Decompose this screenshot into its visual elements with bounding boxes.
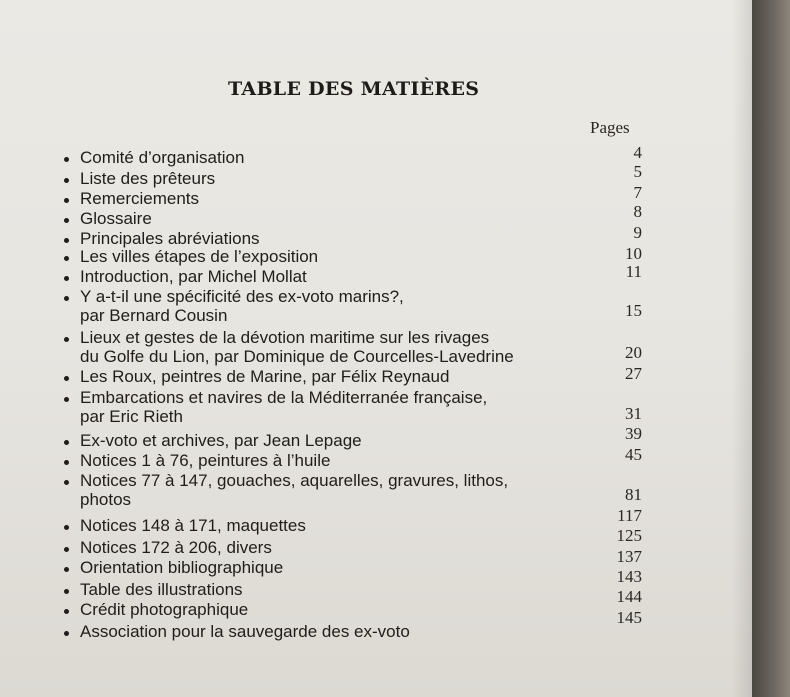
toc-entry (64, 451, 330, 470)
bullet-icon (64, 397, 69, 402)
toc-page-number: 117 (617, 506, 642, 525)
bullet-icon (64, 547, 69, 552)
bullet-icon (64, 337, 69, 342)
toc-page-number: 10 (625, 244, 642, 263)
toc-page-number: 11 (625, 262, 642, 281)
bullet-icon (64, 296, 69, 301)
toc-entry (64, 229, 260, 248)
toc-entry-continuation: du Golfe du Lion, par Dominique de Courcelles-Lavedrine (80, 347, 514, 366)
toc-entry-title: Y a-t-il une spécificité des ex-voto marins?, (80, 287, 404, 306)
toc-page-number: 5 (633, 162, 642, 181)
bullet-icon (64, 218, 69, 223)
toc-entry-title: Notices 77 à 147, gouaches, aquarelles, gravures, lithos, (80, 471, 509, 490)
toc-entry (64, 471, 508, 509)
toc-entry (64, 516, 306, 535)
toc-page-number: 125 (616, 526, 642, 545)
bullet-icon (64, 525, 69, 530)
toc-page-number: 39 (625, 424, 642, 443)
toc-entry-title: Comité d’organisation (80, 148, 245, 167)
toc-page-number: 9 (633, 223, 642, 242)
toc-page-number: 20 (625, 343, 642, 362)
toc-page-number: 7 (633, 183, 642, 202)
toc-page-number: 8 (633, 202, 642, 221)
toc-entry-title: Ex-voto et archives, par Jean Lepage (80, 431, 362, 450)
bullet-icon (64, 567, 69, 572)
toc-page-number: 145 (616, 608, 642, 627)
bullet-icon (64, 440, 69, 445)
bullet-icon (64, 238, 69, 243)
toc-entry-title: Notices 148 à 171, maquettes (80, 516, 306, 535)
toc-page-number: 144 (616, 587, 642, 606)
toc-entry-title: Notices 172 à 206, divers (80, 538, 272, 557)
toc-entry-title: Embarcations et navires de la Méditerranée française, (80, 388, 488, 407)
toc-entry (64, 189, 199, 208)
toc-entry (64, 247, 318, 266)
toc-entry-title: Glossaire (80, 209, 152, 228)
toc-entry (64, 622, 410, 641)
toc-page-number: 137 (616, 547, 642, 566)
toc-entry (64, 148, 244, 167)
bullet-icon (64, 589, 69, 594)
toc-entry (64, 600, 248, 619)
book-spine (752, 0, 790, 697)
toc-entry-continuation: par Eric Rieth (80, 407, 183, 426)
toc-page-number: 4 (633, 143, 642, 162)
toc-entry (64, 580, 243, 599)
toc-entry-title: Les Roux, peintres de Marine, par Félix Reynaud (80, 367, 450, 386)
bullet-icon (64, 198, 69, 203)
bullet-icon (64, 376, 69, 381)
toc-entry (64, 367, 449, 386)
toc-page-number: 31 (625, 404, 642, 423)
toc-page-number: 15 (625, 301, 642, 320)
bullet-icon (64, 157, 69, 162)
page-title: TABLE DES MATIÈRES (228, 78, 480, 100)
bullet-icon (64, 276, 69, 281)
toc-entry-title: Introduction, par Michel Mollat (80, 267, 307, 286)
toc-entry (64, 287, 404, 325)
toc-page-number: 27 (625, 364, 642, 383)
toc-entry-title: Lieux et gestes de la dévotion maritime sur les rivages (80, 328, 490, 347)
pages-column-header: Pages (590, 118, 630, 137)
toc-entry-title: Notices 1 à 76, peintures à l’huile (80, 451, 331, 470)
toc-entry-title: Orientation bibliographique (80, 558, 284, 577)
bullet-icon (64, 256, 69, 261)
bullet-icon (64, 460, 69, 465)
toc-entry-title: Principales abréviations (80, 229, 260, 248)
toc-entry (64, 209, 152, 228)
toc-entry (64, 169, 215, 188)
toc-entry-title: Association pour la sauvegarde des ex-voto (80, 622, 410, 641)
toc-entry (64, 558, 283, 577)
toc-entry-continuation: photos (80, 490, 132, 509)
bullet-icon (64, 631, 69, 636)
toc-page-number: 81 (625, 485, 642, 504)
toc-entry (64, 328, 514, 366)
toc-page-number: 143 (616, 567, 642, 586)
toc-entry-title: Remerciements (80, 189, 200, 208)
toc-entry (64, 538, 272, 557)
bullet-icon (64, 178, 69, 183)
toc-entry (64, 431, 362, 450)
toc-entry (64, 388, 487, 426)
bullet-icon (64, 480, 69, 485)
bullet-icon (64, 609, 69, 614)
toc-entry-title: Les villes étapes de l’exposition (80, 247, 319, 266)
toc-entry-title: Liste des prêteurs (80, 169, 216, 188)
toc-entry-continuation: par Bernard Cousin (80, 306, 228, 325)
toc-entry-title: Crédit photographique (80, 600, 249, 619)
toc-entry-title: Table des illustrations (80, 580, 243, 599)
toc-entry (64, 267, 307, 286)
toc-page-number: 45 (625, 445, 642, 464)
